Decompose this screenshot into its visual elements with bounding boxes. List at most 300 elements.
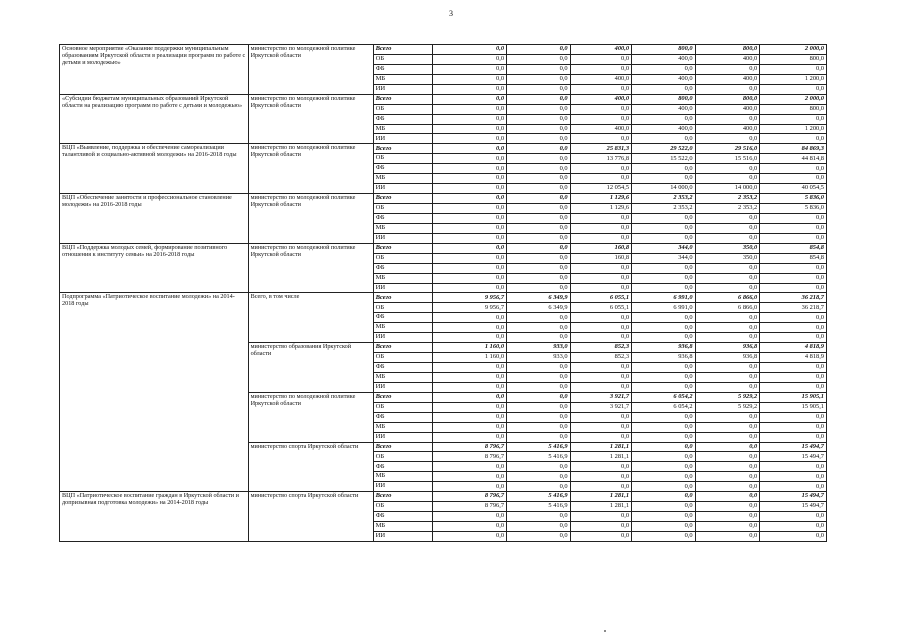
- value-cell: 0,0: [432, 104, 506, 114]
- value-cell: 2 353,2: [695, 204, 760, 214]
- measure-description: ВЦП «Патриотическое воспитание граждан в Иркутской области и допризывная подготовка молодежи» на 2014-2018 годы: [60, 492, 249, 542]
- value-cell: 936,8: [695, 343, 760, 353]
- total-value-cell: 4 818,9: [760, 353, 827, 363]
- table-row: [60, 45, 827, 55]
- value-cell: 0,0: [695, 372, 760, 382]
- value-cell: 0,0: [507, 323, 571, 333]
- value-cell: 0,0: [570, 84, 631, 94]
- value-cell: 0,0: [695, 462, 760, 472]
- value-cell: 0,0: [507, 482, 571, 492]
- value-cell: 0,0: [570, 223, 631, 233]
- table-row: [60, 293, 827, 303]
- value-cell: 0,0: [432, 512, 506, 522]
- value-cell: 0,0: [432, 164, 506, 174]
- value-cell: 0,0: [632, 422, 696, 432]
- table-row: [60, 243, 827, 253]
- value-cell: 0,0: [632, 263, 696, 273]
- total-value-cell: 15 494,7: [760, 492, 827, 502]
- value-cell: 0,0: [507, 164, 571, 174]
- funding-source: Всего: [373, 492, 432, 502]
- funding-source: ОБ: [373, 303, 432, 313]
- funding-source: ОБ: [373, 204, 432, 214]
- value-cell: 0,0: [432, 382, 506, 392]
- value-cell: 0,0: [695, 164, 760, 174]
- value-cell: 0,0: [507, 263, 571, 273]
- table-body: [60, 45, 827, 542]
- total-value-cell: 1 200,0: [760, 124, 827, 134]
- value-cell: 0,0: [507, 372, 571, 382]
- value-cell: 0,0: [632, 502, 696, 512]
- value-cell: 0,0: [695, 283, 760, 293]
- total-value-cell: 0,0: [760, 422, 827, 432]
- value-cell: 852,3: [570, 353, 631, 363]
- total-value-cell: 15 494,7: [760, 452, 827, 462]
- value-cell: 0,0: [695, 263, 760, 273]
- value-cell: 0,0: [507, 134, 571, 144]
- value-cell: 0,0: [570, 412, 631, 422]
- value-cell: 0,0: [432, 194, 506, 204]
- value-cell: 0,0: [695, 442, 760, 452]
- funding-source: Всего: [373, 243, 432, 253]
- value-cell: 0,0: [632, 233, 696, 243]
- value-cell: 2 353,2: [695, 194, 760, 204]
- responsible-executor: министерство образования Иркутской области: [248, 343, 373, 393]
- value-cell: 0,0: [695, 223, 760, 233]
- value-cell: 8 796,7: [432, 502, 506, 512]
- total-value-cell: 0,0: [760, 223, 827, 233]
- responsible-executor: министерство по молодежной политике Иркутской области: [248, 144, 373, 194]
- total-value-cell: 0,0: [760, 522, 827, 532]
- value-cell: 0,0: [695, 432, 760, 442]
- value-cell: 0,0: [507, 204, 571, 214]
- value-cell: 0,0: [507, 273, 571, 283]
- total-value-cell: 0,0: [760, 531, 827, 541]
- value-cell: 8 796,7: [432, 492, 506, 502]
- funding-source: ИИ: [373, 482, 432, 492]
- value-cell: 3 921,7: [570, 392, 631, 402]
- value-cell: 14 000,0: [632, 184, 696, 194]
- value-cell: 0,0: [632, 174, 696, 184]
- value-cell: 29 522,0: [632, 144, 696, 154]
- value-cell: 0,0: [432, 253, 506, 263]
- funding-table: [59, 44, 827, 542]
- value-cell: 5 416,9: [507, 492, 571, 502]
- value-cell: 0,0: [632, 432, 696, 442]
- value-cell: 0,0: [432, 54, 506, 64]
- total-value-cell: 0,0: [760, 164, 827, 174]
- value-cell: 0,0: [432, 522, 506, 532]
- responsible-executor: министерство по молодежной политике Иркутской области: [248, 243, 373, 293]
- funding-source: МБ: [373, 522, 432, 532]
- funding-source: Всего: [373, 45, 432, 55]
- value-cell: 1 281,1: [570, 442, 631, 452]
- value-cell: 0,0: [695, 333, 760, 343]
- table-row: [60, 492, 827, 502]
- value-cell: 0,0: [507, 45, 571, 55]
- value-cell: 0,0: [507, 531, 571, 541]
- total-value-cell: 5 836,0: [760, 194, 827, 204]
- funding-source: ИИ: [373, 432, 432, 442]
- value-cell: 0,0: [507, 213, 571, 223]
- value-cell: 0,0: [695, 422, 760, 432]
- value-cell: 160,8: [570, 253, 631, 263]
- funding-source: ИИ: [373, 382, 432, 392]
- value-cell: 0,0: [432, 482, 506, 492]
- value-cell: 400,0: [695, 74, 760, 84]
- value-cell: 0,0: [632, 382, 696, 392]
- total-value-cell: 15 494,7: [760, 442, 827, 452]
- value-cell: 0,0: [432, 124, 506, 134]
- value-cell: 0,0: [632, 164, 696, 174]
- funding-source: Всего: [373, 293, 432, 303]
- value-cell: 0,0: [507, 522, 571, 532]
- value-cell: 0,0: [695, 363, 760, 373]
- value-cell: 0,0: [432, 223, 506, 233]
- funding-source: ИИ: [373, 233, 432, 243]
- value-cell: 0,0: [432, 363, 506, 373]
- value-cell: 0,0: [632, 313, 696, 323]
- value-cell: 0,0: [432, 204, 506, 214]
- funding-source: ОБ: [373, 452, 432, 462]
- value-cell: 0,0: [570, 54, 631, 64]
- total-value-cell: 2 000,0: [760, 94, 827, 104]
- value-cell: 0,0: [695, 64, 760, 74]
- value-cell: 0,0: [570, 422, 631, 432]
- funding-source: ФБ: [373, 263, 432, 273]
- value-cell: 0,0: [632, 333, 696, 343]
- value-cell: 9 956,7: [432, 293, 506, 303]
- funding-source: ФБ: [373, 164, 432, 174]
- value-cell: 0,0: [507, 253, 571, 263]
- value-cell: 0,0: [695, 213, 760, 223]
- value-cell: 0,0: [695, 512, 760, 522]
- value-cell: 160,8: [570, 243, 631, 253]
- funding-source: ФБ: [373, 64, 432, 74]
- value-cell: 0,0: [507, 74, 571, 84]
- value-cell: 6 349,9: [507, 303, 571, 313]
- value-cell: 0,0: [432, 213, 506, 223]
- value-cell: 0,0: [432, 233, 506, 243]
- measure-description: «Субсидии бюджетам муниципальных образований Иркутской области на реализацию программ по работе с детьми и молодежью»: [60, 94, 249, 144]
- value-cell: 6 055,1: [570, 293, 631, 303]
- value-cell: 0,0: [507, 54, 571, 64]
- value-cell: 0,0: [432, 174, 506, 184]
- total-value-cell: 0,0: [760, 382, 827, 392]
- funding-source: ОБ: [373, 104, 432, 114]
- responsible-executor: министерство по молодежной политике Иркутской области: [248, 94, 373, 144]
- value-cell: 936,8: [695, 353, 760, 363]
- value-cell: 0,0: [507, 84, 571, 94]
- total-value-cell: 0,0: [760, 233, 827, 243]
- value-cell: 0,0: [507, 333, 571, 343]
- total-value-cell: 15 494,7: [760, 502, 827, 512]
- funding-source: ИИ: [373, 84, 432, 94]
- value-cell: 0,0: [570, 313, 631, 323]
- value-cell: 400,0: [570, 94, 631, 104]
- value-cell: 0,0: [432, 74, 506, 84]
- value-cell: 0,0: [507, 194, 571, 204]
- value-cell: 0,0: [632, 472, 696, 482]
- value-cell: 6 054,2: [632, 402, 696, 412]
- responsible-executor: Всего, в том числе: [248, 293, 373, 343]
- value-cell: 6 991,0: [632, 293, 696, 303]
- funding-source: Всего: [373, 442, 432, 452]
- value-cell: 5 929,2: [695, 402, 760, 412]
- value-cell: 0,0: [507, 382, 571, 392]
- total-value-cell: 854,8: [760, 253, 827, 263]
- value-cell: 0,0: [632, 114, 696, 124]
- value-cell: 0,0: [632, 363, 696, 373]
- responsible-executor: министерство по молодежной политике Иркутской области: [248, 194, 373, 244]
- value-cell: 6 991,0: [632, 303, 696, 313]
- value-cell: 0,0: [507, 422, 571, 432]
- value-cell: 1 160,0: [432, 343, 506, 353]
- value-cell: 0,0: [507, 283, 571, 293]
- value-cell: 0,0: [632, 323, 696, 333]
- value-cell: 0,0: [432, 392, 506, 402]
- value-cell: 5 416,9: [507, 502, 571, 512]
- value-cell: 0,0: [570, 213, 631, 223]
- value-cell: 0,0: [570, 522, 631, 532]
- value-cell: 400,0: [632, 124, 696, 134]
- value-cell: 0,0: [507, 512, 571, 522]
- funding-source: Всего: [373, 94, 432, 104]
- value-cell: 25 831,3: [570, 144, 631, 154]
- value-cell: 0,0: [507, 184, 571, 194]
- value-cell: 1 129,6: [570, 194, 631, 204]
- value-cell: 0,0: [695, 472, 760, 482]
- value-cell: 400,0: [570, 45, 631, 55]
- measure-description: ВЦП «Поддержка молодых семей, формирование позитивного отношения к институту семьи» на 2016-2018 годы: [60, 243, 249, 293]
- value-cell: 2 353,2: [632, 204, 696, 214]
- funding-source: Всего: [373, 343, 432, 353]
- total-value-cell: 0,0: [760, 323, 827, 333]
- value-cell: 0,0: [507, 412, 571, 422]
- funding-source: МБ: [373, 422, 432, 432]
- funding-source: МБ: [373, 174, 432, 184]
- value-cell: 0,0: [507, 432, 571, 442]
- value-cell: 0,0: [432, 134, 506, 144]
- value-cell: 0,0: [432, 64, 506, 74]
- funding-source: Всего: [373, 144, 432, 154]
- value-cell: 0,0: [695, 84, 760, 94]
- value-cell: 0,0: [507, 223, 571, 233]
- value-cell: 0,0: [432, 283, 506, 293]
- funding-source: ИИ: [373, 333, 432, 343]
- total-value-cell: 0,0: [760, 134, 827, 144]
- value-cell: 0,0: [507, 144, 571, 154]
- value-cell: 0,0: [507, 104, 571, 114]
- value-cell: 350,0: [695, 253, 760, 263]
- funding-source: ОБ: [373, 353, 432, 363]
- funding-source: ОБ: [373, 253, 432, 263]
- total-value-cell: 0,0: [760, 64, 827, 74]
- value-cell: 0,0: [432, 144, 506, 154]
- value-cell: 1 160,0: [432, 353, 506, 363]
- total-value-cell: 0,0: [760, 114, 827, 124]
- responsible-executor: министерство по молодежной политике Иркутской области: [248, 392, 373, 442]
- funding-source: ФБ: [373, 512, 432, 522]
- total-value-cell: 36 218,7: [760, 293, 827, 303]
- total-value-cell: 2 000,0: [760, 45, 827, 55]
- funding-source: Всего: [373, 392, 432, 402]
- value-cell: 933,0: [507, 353, 571, 363]
- value-cell: 0,0: [507, 313, 571, 323]
- value-cell: 0,0: [632, 452, 696, 462]
- value-cell: 0,0: [432, 402, 506, 412]
- value-cell: 0,0: [695, 273, 760, 283]
- value-cell: 852,3: [570, 343, 631, 353]
- value-cell: 1 281,1: [570, 502, 631, 512]
- value-cell: 0,0: [432, 333, 506, 343]
- measure-description: Основное мероприятие «Оказание поддержки муниципальным образованиям Иркутской области в реализации программ по работе с детьми и молодежью»: [60, 45, 249, 95]
- value-cell: 0,0: [570, 382, 631, 392]
- value-cell: 0,0: [695, 233, 760, 243]
- value-cell: 0,0: [432, 313, 506, 323]
- funding-source: ОБ: [373, 502, 432, 512]
- total-value-cell: 0,0: [760, 263, 827, 273]
- funding-source: ОБ: [373, 402, 432, 412]
- value-cell: 0,0: [632, 482, 696, 492]
- value-cell: 1 281,1: [570, 452, 631, 462]
- table-row: [60, 144, 827, 154]
- funding-source: ФБ: [373, 313, 432, 323]
- value-cell: 0,0: [695, 522, 760, 532]
- value-cell: 0,0: [507, 392, 571, 402]
- value-cell: 800,0: [695, 94, 760, 104]
- value-cell: 0,0: [695, 313, 760, 323]
- total-value-cell: 0,0: [760, 372, 827, 382]
- value-cell: 5 416,9: [507, 442, 571, 452]
- value-cell: 0,0: [570, 432, 631, 442]
- funding-source: МБ: [373, 372, 432, 382]
- value-cell: 0,0: [570, 233, 631, 243]
- total-value-cell: 0,0: [760, 283, 827, 293]
- value-cell: 0,0: [432, 472, 506, 482]
- measure-description: ВЦП «Обеспечение занятости и профессиональное становление молодежи» на 2016-2018 годы: [60, 194, 249, 244]
- value-cell: 6 055,1: [570, 303, 631, 313]
- value-cell: 0,0: [432, 263, 506, 273]
- value-cell: 800,0: [695, 45, 760, 55]
- value-cell: 0,0: [632, 134, 696, 144]
- value-cell: 2 353,2: [632, 194, 696, 204]
- total-value-cell: 0,0: [760, 213, 827, 223]
- value-cell: 400,0: [695, 124, 760, 134]
- value-cell: 0,0: [432, 531, 506, 541]
- responsible-executor: министерство спорта Иркутской области: [248, 492, 373, 542]
- value-cell: 0,0: [570, 164, 631, 174]
- value-cell: 0,0: [432, 372, 506, 382]
- value-cell: 0,0: [570, 263, 631, 273]
- value-cell: 0,0: [507, 243, 571, 253]
- funding-source: ОБ: [373, 54, 432, 64]
- value-cell: 0,0: [570, 323, 631, 333]
- value-cell: 13 776,8: [570, 154, 631, 164]
- value-cell: 6 349,9: [507, 293, 571, 303]
- value-cell: 0,0: [632, 283, 696, 293]
- value-cell: 0,0: [695, 492, 760, 502]
- value-cell: 0,0: [632, 442, 696, 452]
- funding-source: МБ: [373, 223, 432, 233]
- value-cell: 0,0: [432, 462, 506, 472]
- value-cell: 0,0: [507, 363, 571, 373]
- funding-source: ИИ: [373, 134, 432, 144]
- table-row: [60, 94, 827, 104]
- value-cell: 400,0: [570, 74, 631, 84]
- value-cell: 0,0: [507, 233, 571, 243]
- value-cell: 0,0: [432, 114, 506, 124]
- value-cell: 0,0: [695, 174, 760, 184]
- total-value-cell: 0,0: [760, 363, 827, 373]
- value-cell: 0,0: [695, 531, 760, 541]
- value-cell: 0,0: [507, 94, 571, 104]
- scan-speck: [604, 630, 606, 632]
- value-cell: 0,0: [507, 124, 571, 134]
- value-cell: 0,0: [695, 323, 760, 333]
- table-row: [60, 194, 827, 204]
- value-cell: 0,0: [507, 472, 571, 482]
- funding-source: МБ: [373, 472, 432, 482]
- total-value-cell: 0,0: [760, 84, 827, 94]
- funding-source: ИИ: [373, 531, 432, 541]
- value-cell: 0,0: [432, 422, 506, 432]
- funding-source: ОБ: [373, 154, 432, 164]
- value-cell: 0,0: [570, 512, 631, 522]
- value-cell: 0,0: [432, 323, 506, 333]
- total-value-cell: 1 200,0: [760, 74, 827, 84]
- value-cell: 400,0: [632, 74, 696, 84]
- total-value-cell: 0,0: [760, 333, 827, 343]
- value-cell: 0,0: [432, 84, 506, 94]
- total-value-cell: 15 905,1: [760, 402, 827, 412]
- total-value-cell: 800,0: [760, 54, 827, 64]
- value-cell: 8 796,7: [432, 452, 506, 462]
- value-cell: 936,8: [632, 353, 696, 363]
- total-value-cell: 0,0: [760, 174, 827, 184]
- value-cell: 400,0: [695, 104, 760, 114]
- funding-source: МБ: [373, 124, 432, 134]
- value-cell: 0,0: [432, 184, 506, 194]
- value-cell: 400,0: [632, 104, 696, 114]
- funding-source: ФБ: [373, 213, 432, 223]
- value-cell: 8 796,7: [432, 442, 506, 452]
- funding-source: ФБ: [373, 363, 432, 373]
- value-cell: 0,0: [570, 104, 631, 114]
- value-cell: 0,0: [507, 114, 571, 124]
- value-cell: 0,0: [432, 45, 506, 55]
- value-cell: 0,0: [632, 372, 696, 382]
- value-cell: 0,0: [570, 472, 631, 482]
- value-cell: 0,0: [432, 94, 506, 104]
- value-cell: 5 929,2: [695, 392, 760, 402]
- value-cell: 0,0: [432, 154, 506, 164]
- value-cell: 1 281,1: [570, 492, 631, 502]
- value-cell: 0,0: [570, 283, 631, 293]
- funding-source: ФБ: [373, 462, 432, 472]
- value-cell: 0,0: [507, 154, 571, 164]
- total-value-cell: 0,0: [760, 412, 827, 422]
- funding-source: МБ: [373, 273, 432, 283]
- value-cell: 1 129,6: [570, 204, 631, 214]
- value-cell: 0,0: [632, 531, 696, 541]
- total-value-cell: 5 836,0: [760, 204, 827, 214]
- total-value-cell: 44 814,8: [760, 154, 827, 164]
- total-value-cell: 0,0: [760, 482, 827, 492]
- value-cell: 936,8: [632, 343, 696, 353]
- value-cell: 0,0: [570, 333, 631, 343]
- value-cell: 14 000,0: [695, 184, 760, 194]
- value-cell: 0,0: [695, 134, 760, 144]
